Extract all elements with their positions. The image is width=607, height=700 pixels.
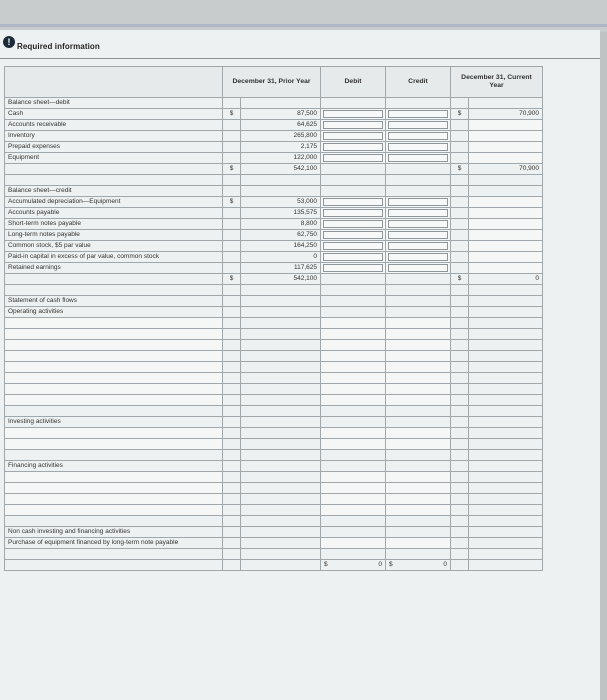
debit-input[interactable] <box>321 153 386 164</box>
debit-input[interactable] <box>321 373 386 384</box>
table-row <box>5 208 543 219</box>
header-divider <box>0 58 600 59</box>
current-input[interactable] <box>469 131 543 142</box>
dollar-sign: $ <box>223 164 241 175</box>
credit-input[interactable] <box>386 120 451 131</box>
total-row <box>5 274 543 285</box>
credit-input[interactable] <box>386 208 451 219</box>
credit-input[interactable] <box>386 395 451 406</box>
row-label: Cash <box>5 109 223 120</box>
entry-row <box>5 505 543 516</box>
prior-value: 64,625 <box>241 120 321 131</box>
credit-input[interactable] <box>386 494 451 505</box>
debit-input[interactable] <box>321 395 386 406</box>
noncash-heading: Non cash investing and financing activities <box>5 527 223 538</box>
totals-row <box>5 560 543 571</box>
entry-input[interactable] <box>5 439 223 450</box>
credit-input[interactable] <box>386 142 451 153</box>
row-label: Inventory <box>5 131 223 142</box>
entry-row <box>5 362 543 373</box>
entry-row <box>5 373 543 384</box>
entry-row <box>5 351 543 362</box>
row-label: Accounts payable <box>5 208 223 219</box>
prior-value: 2,175 <box>241 142 321 153</box>
table-row <box>5 230 543 241</box>
current-value: 70,900 <box>469 109 543 120</box>
debit-total-value: 0 <box>378 561 382 568</box>
entry-row <box>5 318 543 329</box>
prior-value: 87,500 <box>241 109 321 120</box>
debit-input[interactable] <box>321 494 386 505</box>
credit-input[interactable] <box>386 329 451 340</box>
row-label: Equipment <box>5 153 223 164</box>
section-row <box>5 461 543 472</box>
credit-input[interactable] <box>386 219 451 230</box>
current-total: 0 <box>469 274 543 285</box>
credit-input[interactable] <box>386 230 451 241</box>
debit-input[interactable] <box>321 351 386 362</box>
dollar-sign: $ <box>223 109 241 120</box>
entry-input[interactable] <box>5 505 223 516</box>
table-row <box>5 142 543 153</box>
table-row <box>5 197 543 208</box>
entry-row <box>5 329 543 340</box>
spreadsheet-table <box>4 66 543 571</box>
entry-input[interactable] <box>5 318 223 329</box>
section-heading: Balance sheet—debit <box>5 98 223 109</box>
credit-input[interactable] <box>386 153 451 164</box>
row-label: Prepaid expenses <box>5 142 223 153</box>
section-row <box>5 296 543 307</box>
credit-total-value: 0 <box>443 561 447 568</box>
entry-row <box>5 494 543 505</box>
debit-input[interactable] <box>321 384 386 395</box>
credit-input[interactable] <box>386 252 451 263</box>
row-label: Long-term notes payable <box>5 230 223 241</box>
col-prior-year: December 31, Prior Year <box>223 67 321 98</box>
prior-value: 135,575 <box>241 208 321 219</box>
debit-input[interactable] <box>321 120 386 131</box>
prior-value: 62,750 <box>241 230 321 241</box>
debit-input[interactable] <box>321 329 386 340</box>
section-row <box>5 98 543 109</box>
table-row <box>5 263 543 274</box>
entry-row <box>5 384 543 395</box>
noncash-row-label: Purchase of equipment financed by long-term note payable <box>5 538 223 549</box>
credit-input[interactable] <box>386 131 451 142</box>
debit-input[interactable] <box>321 472 386 483</box>
current-input[interactable] <box>469 120 543 131</box>
prior-total: 542,100 <box>241 164 321 175</box>
credit-input[interactable] <box>386 483 451 494</box>
top-strip <box>0 0 607 32</box>
row-label: Retained earnings <box>5 263 223 274</box>
col-label <box>5 67 223 98</box>
credit-input[interactable] <box>386 538 451 549</box>
entry-input[interactable] <box>5 362 223 373</box>
credit-total <box>386 560 451 571</box>
debit-input[interactable] <box>321 340 386 351</box>
debit-input[interactable] <box>321 483 386 494</box>
dollar-sign: $ <box>451 274 469 285</box>
table-row <box>5 219 543 230</box>
entry-input[interactable] <box>5 340 223 351</box>
current-input[interactable] <box>469 252 543 263</box>
credit-input[interactable] <box>386 351 451 362</box>
dollar-sign: $ <box>451 164 469 175</box>
entry-row <box>5 340 543 351</box>
required-info-title: Required information <box>17 42 100 51</box>
current-input[interactable] <box>469 241 543 252</box>
section-row <box>5 186 543 197</box>
entry-row <box>5 439 543 450</box>
debit-input[interactable] <box>321 142 386 153</box>
prior-value: 0 <box>241 252 321 263</box>
current-input[interactable] <box>469 208 543 219</box>
current-input[interactable] <box>469 230 543 241</box>
row-label: Accounts receivable <box>5 120 223 131</box>
prior-value: 265,800 <box>241 131 321 142</box>
credit-input[interactable] <box>386 439 451 450</box>
table-row <box>5 120 543 131</box>
section-row <box>5 417 543 428</box>
debit-input[interactable] <box>321 197 386 208</box>
debit-input[interactable] <box>321 538 386 549</box>
entry-input[interactable] <box>5 428 223 439</box>
prior-value: 122,000 <box>241 153 321 164</box>
entry-input[interactable] <box>5 472 223 483</box>
entry-input[interactable] <box>5 373 223 384</box>
entry-input[interactable] <box>5 494 223 505</box>
table-row <box>5 109 543 120</box>
debit-input[interactable] <box>321 109 386 120</box>
debit-input[interactable] <box>321 219 386 230</box>
current-input[interactable] <box>469 142 543 153</box>
table-row <box>5 252 543 263</box>
debit-input[interactable] <box>321 362 386 373</box>
credit-input[interactable] <box>386 384 451 395</box>
dollar-sign: $ <box>223 197 241 208</box>
table-row <box>5 538 543 549</box>
table-row <box>5 241 543 252</box>
row-label: Paid-in capital in excess of par value, common stock <box>5 252 223 263</box>
debit-input[interactable] <box>321 439 386 450</box>
credit-input[interactable] <box>386 373 451 384</box>
prior-total: 542,100 <box>241 274 321 285</box>
credit-input[interactable] <box>386 197 451 208</box>
row-label: Short-term notes payable <box>5 219 223 230</box>
debit-input[interactable] <box>321 318 386 329</box>
debit-total <box>321 560 386 571</box>
entry-row <box>5 395 543 406</box>
current-input[interactable] <box>469 197 543 208</box>
credit-input[interactable] <box>386 505 451 516</box>
entry-row <box>5 483 543 494</box>
col-current-year: December 31, Current Year <box>451 67 543 98</box>
row-label: Accumulated depreciation—Equipment <box>5 197 223 208</box>
dollar-sign: $ <box>324 561 328 568</box>
entry-input[interactable] <box>5 329 223 340</box>
credit-input[interactable] <box>386 263 451 274</box>
debit-input[interactable] <box>321 505 386 516</box>
top-divider <box>0 24 607 27</box>
col-credit: Credit <box>386 67 451 98</box>
operating-heading: Operating activities <box>5 307 223 318</box>
investing-heading: Investing activities <box>5 417 223 428</box>
debit-input[interactable] <box>321 263 386 274</box>
dollar-sign: $ <box>451 109 469 120</box>
dollar-sign: $ <box>389 561 393 568</box>
prior-value: 164,250 <box>241 241 321 252</box>
column-header-row <box>5 67 543 98</box>
financing-heading: Financing activities <box>5 461 223 472</box>
credit-input[interactable] <box>386 241 451 252</box>
credit-input[interactable] <box>386 362 451 373</box>
entry-input[interactable] <box>5 483 223 494</box>
row-label: Common stock, $5 par value <box>5 241 223 252</box>
credit-input[interactable] <box>386 472 451 483</box>
section-row <box>5 307 543 318</box>
table-row <box>5 131 543 142</box>
debit-input[interactable] <box>321 428 386 439</box>
info-icon: ! <box>3 36 15 48</box>
debit-input[interactable] <box>321 131 386 142</box>
debit-input[interactable] <box>321 252 386 263</box>
current-input[interactable] <box>469 219 543 230</box>
table-row <box>5 153 543 164</box>
entry-input[interactable] <box>5 384 223 395</box>
entry-input[interactable] <box>5 351 223 362</box>
credit-input[interactable] <box>386 340 451 351</box>
dollar-sign: $ <box>223 274 241 285</box>
debit-input[interactable] <box>321 230 386 241</box>
entry-row <box>5 428 543 439</box>
credit-input[interactable] <box>386 318 451 329</box>
debit-input[interactable] <box>321 241 386 252</box>
entry-input[interactable] <box>5 395 223 406</box>
credit-input[interactable] <box>386 109 451 120</box>
section-heading: Balance sheet—credit <box>5 186 223 197</box>
current-total: 70,900 <box>469 164 543 175</box>
section-row <box>5 527 543 538</box>
credit-input[interactable] <box>386 428 451 439</box>
prior-value: 53,000 <box>241 197 321 208</box>
current-input[interactable] <box>469 153 543 164</box>
total-row <box>5 164 543 175</box>
col-debit: Debit <box>321 67 386 98</box>
entry-row <box>5 472 543 483</box>
debit-input[interactable] <box>321 208 386 219</box>
prior-value: 117,625 <box>241 263 321 274</box>
current-input[interactable] <box>469 263 543 274</box>
section-heading: Statement of cash flows <box>5 296 223 307</box>
prior-value: 8,800 <box>241 219 321 230</box>
